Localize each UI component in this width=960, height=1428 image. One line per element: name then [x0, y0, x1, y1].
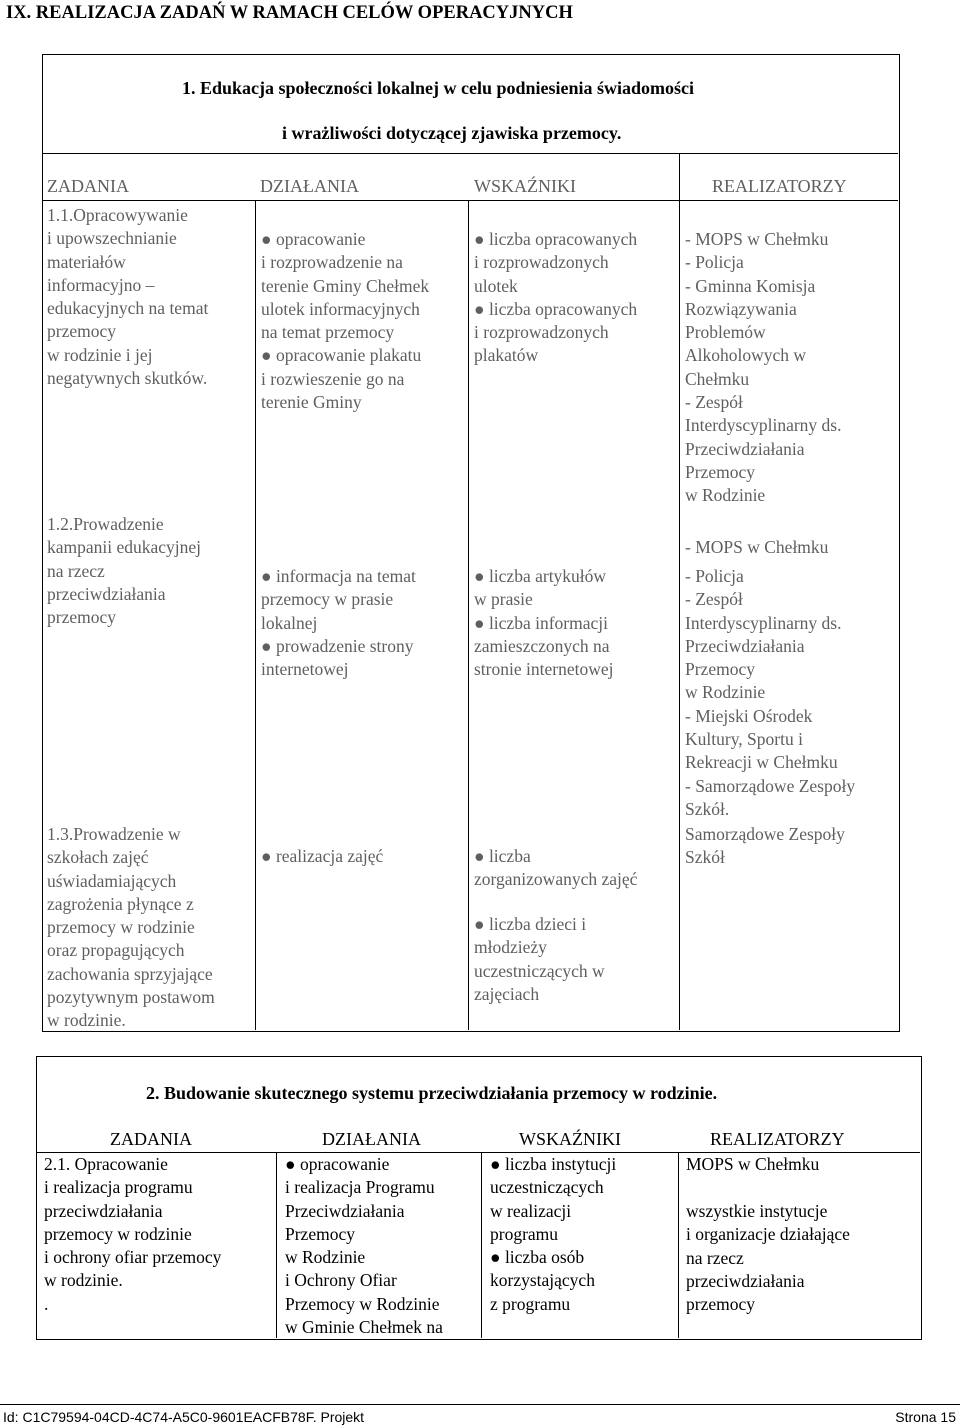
cell-line: zagrożenia płynące z: [47, 893, 194, 914]
actions-1-3: [261, 845, 383, 868]
cell-line: ● liczba artykułów: [474, 566, 607, 586]
cell-line: pozytywnym postawom: [47, 987, 215, 1008]
column-divider: [678, 1152, 679, 1338]
cell-line: ● opracowanie plakatu: [261, 345, 422, 366]
task-1-1: [47, 204, 208, 390]
cell-line: ● liczba opracowanych: [474, 298, 638, 319]
indicators-1-3-a: [474, 845, 637, 892]
cell-line: - Samorządowe Zespoły: [685, 775, 856, 796]
cell-line: Przemocy: [685, 461, 755, 482]
cell-line: młodzieży: [474, 937, 547, 958]
cell-line: w Gminie Chełmek na: [285, 1317, 443, 1338]
cell-line: korzystających: [490, 1270, 595, 1291]
implementers-1-3: [685, 823, 845, 870]
cell-line: przemocy: [47, 321, 116, 342]
cell-line: Rekreacji w Chełmku: [685, 752, 838, 773]
cell-line: Problemów: [685, 322, 766, 343]
cell-line: materiałów: [47, 251, 126, 272]
task-1-3: [47, 823, 215, 1033]
implementers-1-1: [685, 228, 842, 508]
cell-line: w Rodzinie: [685, 682, 766, 703]
cell-line: - MOPS w Chełmku: [685, 537, 829, 557]
cell-line: Kultury, Sportu i: [685, 729, 803, 750]
footer-page-number: Strona 15: [895, 1409, 956, 1425]
cell-line: ● liczba informacji: [474, 612, 608, 633]
column-header-wskazniki-2: WSKAŹNIKI: [519, 1129, 621, 1149]
cell-line: Szkół.: [685, 798, 730, 819]
cell-line: i Ochrony Ofiar: [285, 1270, 397, 1291]
cell-line: Alkoholowych w: [685, 345, 807, 366]
footer-divider: [0, 1404, 960, 1405]
cell-line: Interdyscyplinarny ds.: [685, 415, 842, 436]
cell-line: i rozprowadzonych: [474, 322, 609, 343]
cell-line: Przemocy: [285, 1223, 355, 1244]
cell-line: zajęciach: [474, 983, 540, 1004]
cell-line: 2.1. Opracowanie: [44, 1154, 168, 1174]
cell-line: Przeciwdziałania: [285, 1200, 405, 1221]
cell-line: Rozwiązywania: [685, 298, 797, 319]
cell-line: w realizacji: [490, 1200, 572, 1221]
cell-line: ulotek informacyjnych: [261, 298, 420, 319]
cell-line: z programu: [490, 1293, 571, 1314]
cell-line: i upowszechnianie: [47, 228, 177, 249]
cell-line: uczestniczących: [490, 1177, 604, 1198]
cell-line: ● liczba instytucji: [490, 1154, 617, 1174]
section-1-title-line-2: i wrażliwości dotyczącej zjawiska przemocy.: [282, 123, 622, 143]
cell-line: Samorządowe Zespoły: [685, 824, 845, 844]
cell-line: zamieszczonych na: [474, 635, 610, 656]
column-header-zadania: ZADANIA: [47, 176, 129, 196]
cell-line: - Zespół: [685, 392, 743, 413]
cell-line: oraz propagujących: [47, 940, 185, 961]
task-2-1: [44, 1153, 221, 1316]
cell-line: Przeciwdziałania: [685, 635, 805, 656]
cell-line: plakatów: [474, 345, 539, 366]
cell-line: przemocy: [686, 1294, 755, 1315]
cell-line: ● liczba opracowanych: [474, 229, 638, 249]
cell-line: edukacyjnych na temat: [47, 298, 209, 319]
actions-1-1: [261, 228, 429, 414]
page-heading: IX. REALIZACJA ZADAŃ W RAMACH CELÓW OPERACYJNYCH: [6, 3, 573, 23]
cell-line: i rozprowadzonych: [474, 252, 609, 273]
row-divider: [42, 200, 898, 201]
cell-line: i realizacja Programu: [285, 1177, 435, 1198]
column-divider: [481, 1152, 482, 1338]
task-1-2: [47, 513, 201, 629]
column-header-dzialania-2: DZIAŁANIA: [322, 1129, 421, 1149]
cell-line: Szkół: [685, 847, 725, 868]
column-divider: [679, 153, 680, 1030]
cell-line: ● prowadzenie strony: [261, 635, 414, 656]
cell-line: uświadamiających: [47, 870, 177, 891]
cell-line: przemocy: [47, 607, 116, 628]
cell-line: i rozprowadzenie na: [261, 252, 403, 273]
cell-line: ● liczba osób: [490, 1247, 585, 1268]
cell-line: .: [44, 1293, 49, 1314]
cell-line: informacyjno –: [47, 274, 155, 295]
footer-document-id: Id: C1C79594-04CD-4C74-A5C0-9601EACFB78F. Projekt: [3, 1409, 365, 1425]
cell-line: zorganizowanych zajęć: [474, 869, 638, 890]
column-header-dzialania: DZIAŁANIA: [260, 176, 359, 196]
cell-line: w rodzinie i jej: [47, 344, 153, 365]
cell-line: 1.3.Prowadzenie w: [47, 824, 181, 844]
cell-line: przeciwdziałania: [47, 583, 166, 604]
column-header-realizatorzy-2: REALIZATORZY: [710, 1129, 845, 1149]
cell-line: Przemocy w Rodzinie: [285, 1293, 440, 1314]
actions-1-2: [261, 565, 416, 681]
cell-line: programu: [490, 1223, 559, 1244]
cell-line: uczestniczących w: [474, 960, 605, 981]
cell-line: 1.1.Opracowywanie: [47, 205, 188, 225]
cell-line: negatywnych skutków.: [47, 368, 208, 389]
cell-line: 1.2.Prowadzenie: [47, 514, 164, 534]
cell-line: ● realizacja zajęć: [261, 846, 384, 866]
actions-2-1: [285, 1153, 443, 1339]
cell-line: - Policja: [685, 566, 744, 586]
cell-line: i ochrony ofiar przemocy: [44, 1247, 222, 1268]
cell-line: - Gminna Komisja: [685, 275, 816, 296]
cell-line: na temat przemocy: [261, 322, 395, 343]
cell-line: terenie Gminy Chełmek: [261, 275, 430, 296]
cell-line: w Rodzinie: [285, 1247, 366, 1268]
cell-line: internetowej: [261, 659, 349, 680]
cell-line: MOPS w Chełmku: [686, 1154, 820, 1174]
indicators-2-1: [490, 1153, 616, 1316]
cell-line: przemocy w rodzinie: [44, 1223, 192, 1244]
column-divider: [255, 200, 256, 1030]
cell-line: - Zespół: [685, 589, 743, 610]
cell-line: zachowania sprzyjające: [47, 963, 213, 984]
cell-line: ● informacja na temat: [261, 566, 416, 586]
cell-line: w rodzinie.: [44, 1270, 123, 1291]
cell-line: przemocy w rodzinie: [47, 917, 195, 938]
cell-line: - MOPS w Chełmku: [685, 229, 829, 249]
cell-line: terenie Gminy: [261, 392, 362, 413]
cell-line: przeciwdziałania: [44, 1200, 163, 1221]
cell-line: wszystkie instytucje: [686, 1201, 828, 1221]
cell-line: i rozwieszenie go na: [261, 368, 405, 389]
cell-line: Chełmku: [685, 368, 750, 389]
cell-line: przeciwdziałania: [686, 1270, 805, 1291]
cell-line: lokalnej: [261, 612, 318, 633]
cell-line: w rodzinie.: [47, 1010, 126, 1031]
cell-line: szkołach zajęć: [47, 847, 149, 868]
cell-line: - Policja: [685, 252, 744, 273]
column-divider: [468, 200, 469, 1030]
cell-line: na rzecz: [47, 560, 105, 581]
cell-line: Interdyscyplinarny ds.: [685, 612, 842, 633]
cell-line: Przeciwdziałania: [685, 438, 805, 459]
cell-line: kampanii edukacyjnej: [47, 537, 202, 558]
implementers-2-1-b: [686, 1200, 850, 1316]
column-header-zadania-2: ZADANIA: [110, 1129, 192, 1149]
cell-line: ● opracowanie: [261, 229, 366, 249]
section-2-title: 2. Budowanie skutecznego systemu przeciwdziałania przemocy w rodzinie.: [146, 1083, 718, 1103]
indicators-1-1: [474, 228, 637, 368]
cell-line: w Rodzinie: [685, 485, 766, 506]
cell-line: na rzecz: [686, 1247, 744, 1268]
indicators-1-2: [474, 565, 613, 681]
implementers-1-2-top: [685, 536, 828, 559]
section-1-title-line-1: 1. Edukacja społeczności lokalnej w celu podniesienia świadomości: [182, 78, 695, 98]
column-header-realizatorzy: REALIZATORZY: [712, 176, 847, 196]
cell-line: stronie internetowej: [474, 659, 614, 680]
cell-line: i realizacja programu: [44, 1177, 193, 1198]
implementers-1-2: [685, 565, 855, 821]
row-divider: [42, 153, 898, 154]
cell-line: ● liczba: [474, 846, 531, 866]
indicators-1-3-b: [474, 913, 605, 1006]
cell-line: w prasie: [474, 589, 533, 610]
cell-line: i organizacje działające: [686, 1224, 850, 1245]
cell-line: ● liczba dzieci i: [474, 914, 587, 934]
column-divider: [276, 1152, 277, 1338]
cell-line: Przemocy: [685, 659, 755, 680]
cell-line: ● opracowanie: [285, 1154, 390, 1174]
implementers-2-1-a: [686, 1153, 819, 1176]
cell-line: ulotek: [474, 275, 518, 296]
cell-line: - Miejski Ośrodek: [685, 705, 813, 726]
column-header-wskazniki: WSKAŹNIKI: [474, 176, 576, 196]
cell-line: przemocy w prasie: [261, 589, 394, 610]
